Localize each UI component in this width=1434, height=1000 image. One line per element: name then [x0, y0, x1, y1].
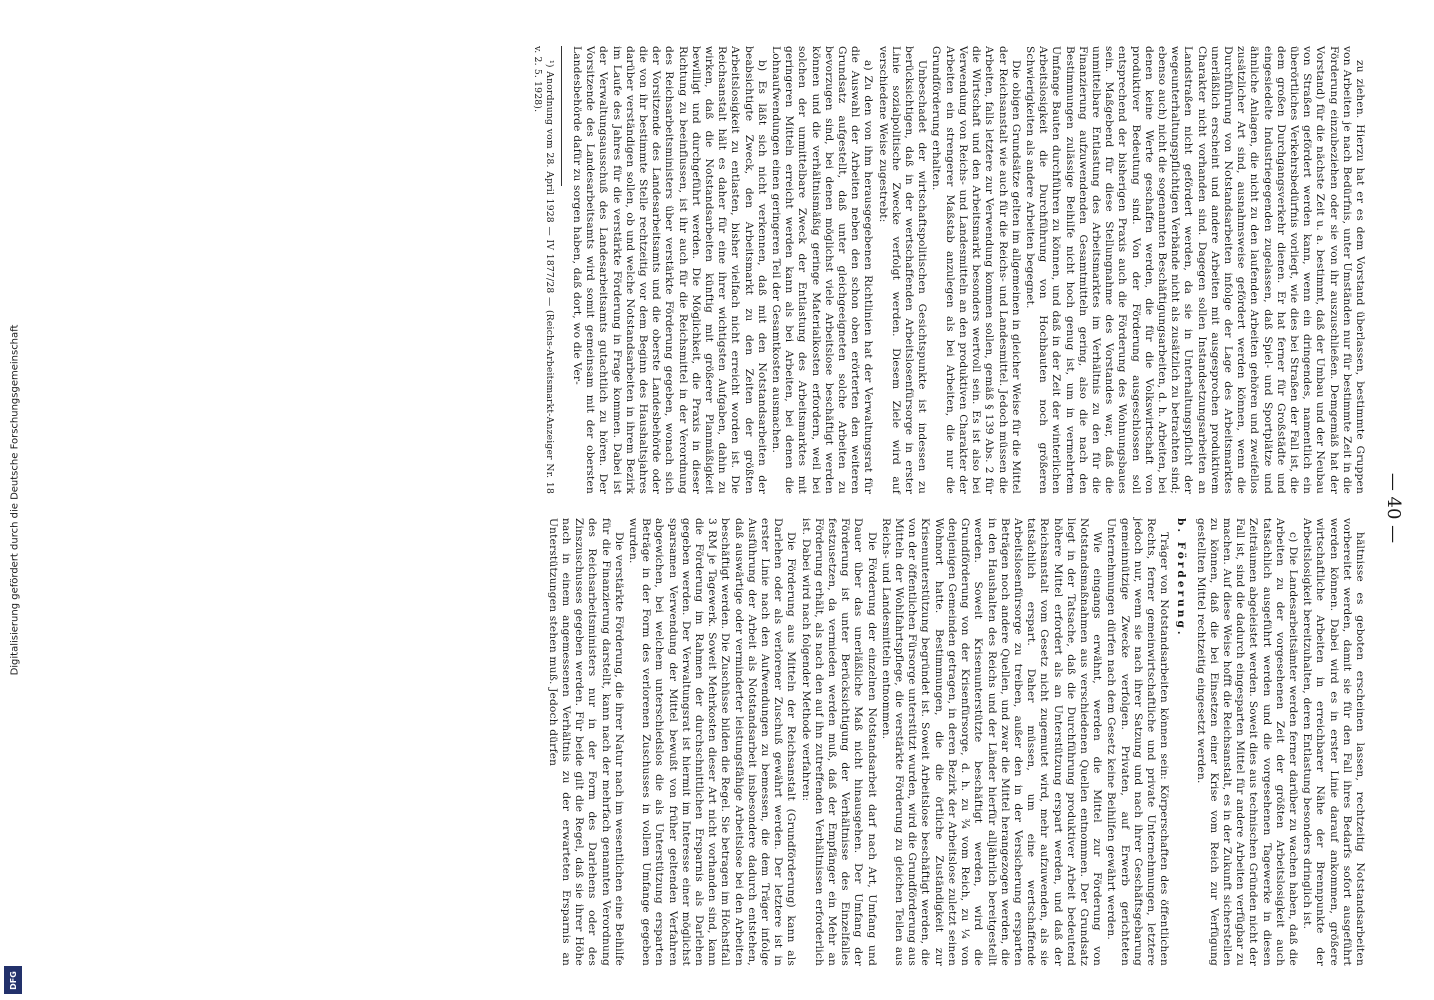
left-column	[531, 46, 1366, 494]
paragraph: b) Es läßt sich nicht verkennen, daß mit den Notstandsarbeiten der beabsichtigte Zweck, den Arbeitsmarkt zu den Zeiten der größten Arbeitslosigkeit zu entlasten, bisher vielfach nicht erreicht worden ist. Die Reichsanstalt hält es daher für eine ihrer wichtigsten Aufgaben, dahin zu wirken, daß die Notstandsarbeiten künftig mit größerer Planmäßigkeit bewilligt und durchgeführt werden. Die Möglichkeit, die Praxis in dieser Richtung zu beeinflussen, ist ihr auch für die Reichsmittel in der Verordnung des Reichsarbeitsministers über verstärkte Förderung gegeben, wonach sich der Vorsitzende des Landesarbeitsamts und die oberste Landesbehörde oder die von ihr bestimmte Stelle rechtzeitig vor dem Beginn des Haushaltsjahres darüber verständigen sollen, ob und welche Notstandsarbeiten in ihrem Bezirk im Laufe des Jahres für die verstärkte Förderung in Frage kommen. Dabei ist der Verwaltungsausschuß des Landesarbeitsamts gutachtlich zu hören. Der Vorsitzende des Landesarbeitsamts wird somit gemeinsam mit der obersten Landesbehörde dafür zu sorgen haben, daß dort, wo die Ver-	[571, 45, 768, 494]
paragraph: Die Förderung aus Mitteln der Reichsanstalt (Grundförderung) kann als Darlehen oder als verlorener Zuschuß gewährt werden. Der letztere ist in erster Linie nach den Aufwendungen zu bemessen, die dem Träger infolge Ausführung der Arbeit als Notstandsarbeit insbesondere dadurch entstehen, daß auswärtige oder verminderter leistungsfähige Arbeitslose bei den Arbeiten beschäftigt werden. Die Zuschüsse bilden die Regel. Sie betragen im Höchstfall 3 RM je Tagewerk. Soweit Mehrkosten dieser Art nicht vorhanden sind, kann die Förderung im Rahmen der durchschnittlichen Ersparnis als Darlehen gegeben werden. Der Verwaltungsrat ist hiermit im Interesse einer möglichst sparsamen Verwendung der Mittel bewußt von früher geltenden Verfahren abgewichen, bei welchem unterschiedslos die als Unterstützung ersparten Beträge in der Form des verlorenen Zuschusses in vollem Umfange gegeben wurden.	[627, 517, 798, 966]
scanned-page	[90, 20, 1430, 995]
footnote: ¹) Anordnung vom 28. April 1928 — IV 1877/28 — (Reichs-Arbeitsmarkt-Anzeiger Nr. 18 v. 2. 5. 1928).	[532, 45, 555, 494]
footnote-rule	[561, 46, 562, 186]
rotated-page-content	[110, 38, 1410, 978]
paragraph: Die obigen Grundsätze gelten im allgemeinen in gleicher Weise für die Mittel der Reichsanstalt wie auch für die Reichs- und Landesmittel. Jedoch müssen die Arbeiten, falls letztere zur Verwendung kommen sollen, gemäß § 139 Abs. 2 für die Wirtschaft und den Arbeitsmarkt besonders wertvoll sein. Es ist also bei Verwendung von Reichs- und Landesmitteln an den produktiven Charakter der Arbeiten ein strengerer Maßstab anzulegen als bei Arbeiten, die nur die Grundförderung erhalten.	[930, 45, 1022, 494]
right-column	[545, 518, 1366, 966]
paragraph: hältnisse es geboten erscheinen lassen, rechtzeitig Notstandsarbeiten vorbereitet werden, damit sie für den Fall ihres Bedarfs sofort ausgeführt werden können. Dabei wird es in erster Linie darauf ankommen, größere wirtschaftliche Arbeiten in erreichbarer Nähe der Brennpunkte der Arbeitslosigkeit bereitzuhalten, deren Entlastung besonders dringlich ist.	[1301, 517, 1366, 966]
digitization-credit: Digitalisierung gefördert durch die Deutsche Forschungsgemeinschaft	[9, 324, 21, 676]
paragraph: Die verstärkte Förderung, die ihrer Natur nach im wesentlichen eine Beihilfe für die Finanzierung darstellt, kann nach der mehrfach genannten Verordnung des Reichsarbeitsministers nur in der Form des Darlehens oder des Zinszuschusses gegeben werden. Für beide gilt die Regel, daß sie ihrer Höhe nach in einem angemessenen Verhältnis zu der erwarteten Ersparnis an Unterstützungen stehen muß. Jedoch dürfen	[546, 517, 625, 966]
paragraph: a) Zu den von ihm herausgegebenen Richtlinien hat der Verwaltungsrat für die Auswahl der Arbeiten neben den schon oben erörterten den weiteren Grundsatz aufgestellt, daß unter gleichgeeigneten solche Arbeiten zu bevorzugen sind, bei denen möglichst viele Arbeitslose beschäftigt werden können und die verhältnismäßig geringe Materialkosten erfordern, weil bei solchen der unmittelbare Zweck der Entlastung des Arbeitsmarktes mit geringeren Mitteln erreicht werden kann als bei Arbeiten, bei denen die Lohnaufwendungen einen geringeren Teil der Gesamtkosten ausmachen.	[770, 45, 875, 494]
paragraph: Träger von Notstandsarbeiten können sein: Körperschaften des öffentlichen Rechts, ferner gemeinwirtschaftliche und private Unternehmungen, letztere jedoch nur, wenn sie nach ihrer Satzung und nach ihrer Geschäftsgebarung gemeinnützige Zwecke verfolgen. Privaten, auf Erwerb gerichteten Unternehmungen dürfen nach dem Gesetz keine Beihilfen gewährt werden.	[1105, 517, 1171, 966]
dfg-logo-text: DFG	[8, 970, 18, 990]
paragraph: zu ziehen. Hierzu hat er es dem Vorstand überlassen, bestimmte Gruppen von Arbeiten je nach Bedürfnis, unter Umständen nur für bestimmte Zeit in die Förderung einzubeziehen oder sie von ihr auszuschließen. Demgemäß hat der Vorstand) für die nächste Zeit u. a. bestimmt, daß der Umbau und der Neubau von Straßen gefördert werden kann, wenn ein dringendes, namentlich ein überörtliches Verkehrsbedürfnis vorliegt, wie dies bei Straßen der Fall ist, die dem großen Durchgangsverkehr dienen. Er hat ferner für Großstädte und eingesiedelte Industriegegenden zugelassen, daß Spiel- und Sportplätze und ähnliche Anlagen, die nicht zu den laufenden Arbeiten gehören und zweifellos zusätzlicher Art sind, ausnahmsweise gefördert werden können, wenn die Durchführung von Notstandsarbeiten infolge der Lage des Arbeitsmarktes unerläßlich erscheint und andere Arbeiten mit ausgesprochen produktivem Charakter nicht vorhanden sind. Dagegen sollen Instandsetzungsarbeiten an Landstraßen nicht gefördert werden, da sie in Unterhaltungspflicht der wegeunterhaltungspflichtigen Verbände nicht als zusätzlich zu betrachten sind; ebenso auch) nicht die sogenannten Beschäftigungsarbeiten, d. h. Arbeiten, bei denen keine Werte geschaffen werden, die für die Volkswirtschaft von produktiver Bedeutung sind. Von der Förderung ausgeschlossen soll entsprechend der bisherigen Praxis auch die Förderung des Wohnungsbaues sein. Maßgebend für diese Stellungnahme des Vorstandes war, daß die unmittelbare Entlastung des Arbeitsmarktes im Verhältnis zu den für die Finanzierung aufzuwendenden Gesamtmitteln gering, also die nach den Bestimmungen zulässige Beihilfe nicht hoch genug ist, um in vermehrtem Umfange Bauten durchführen zu können, und daß in der Zeit der winterlichen Arbeitslosigkeit die Durchführung von Hochbauten noch größeren Schwierigkeiten als andere Arbeiten begegnet.	[1023, 45, 1366, 494]
footer-strip	[0, 0, 30, 1000]
paragraph: Wie eingangs erwähnt, werden die Mittel zur Förderung von Notstandsmaßnahmen aus verschiedenen Quellen entnommen. Der Grundsatz liegt in der Tatsache, daß die Durchführung produktiver Arbeit bedeutend höhere Mittel erfordert als an Unterstützung erspart werden, und daß der Reichsanstalt vom Gesetz nicht zugemutet wird, mehr aufzuwenden, als sie tatsächlich erspart. Daher müssen, um eine wertschaffende Arbeitslosenfürsorge zu treiben, außer den in der Versicherung ersparten Beträgen noch andere Quellen, und zwar die Mittel herangezogen werden, die in den Haushalten des Reichs und der Länder hierfür alljährlich bereitgestellt werden. Soweit Krisenunterstützte beschäftigt werden, wird die Grundförderung von der Krisenfürsorge, d. h. zu ¾ vom Reich, zu ¼ von denjenigen Gemeinden getragen, in deren Bezirk der Arbeitslose zuletzt seinen Wohnort hatte. Bestimmungen, die die örtliche Zuständigkeit zur Krisenunterstützung begründet ist. Soweit Arbeitslose beschäftigt werden, die von der öffentlichen Fürsorge unterstützt wurden, wird die Grundförderung aus Mitteln der Wohlfahrtspflege, die verstärkte Förderung zu gleichen Teilen aus Reichs- und Landesmitteln entnommen.	[879, 517, 1104, 966]
dfg-logo	[4, 966, 22, 994]
paragraph: c) Die Landesarbeitsämter werden ferner darüber zu wachen haben, daß die Arbeiten zu der vorgesehenen Zeit der größten Arbeitslosigkeit auch tatsächlich ausgeführt werden und die vorgesehenen Tagewerke in diesen Zeiträumen abgeleistet werden. Soweit dies aus technischen Gründen nicht der Fall ist, sind die dadurch eingesparten Mittel für andere Arbeiten verfügbar zu machen. Auf diese Weise hofft die Reichsanstalt, es in der Zukunft sicherstellen zu können, daß die bei Einsetzen einer Krise vom Reich zur Verfügung gestellten Mittel rechtzeitig eingesetzt werden.	[1194, 517, 1299, 966]
paragraph: Unbeschadet der wirtschaftspolitischen Gesichtspunkte ist indessen zu berücksichtigen, daß in der wertschaffenden Arbeitslosenfürsorge in erster Linie sozialpolitische Zwecke verfolgt werden. Diesem Ziele wird auf verschiedene Weise zugestrebt:	[876, 45, 929, 494]
paragraph: Die Förderung der einzelnen Notstandsarbeit darf nach Art, Umfang und Dauer über das unerläßliche Maß nicht hinausgehen. Der Umfang der Förderung ist unter Berücksichtigung der Verhältnisse des Einzelfalles festzusetzen, da vermieden werden muß, daß der Empfänger ein Mehr an Förderung erhält, als nach den auf ihn zutreffenden Verhältnissen erforderlich ist. Dabei wird nach folgender Methode verfahren:	[799, 517, 878, 966]
page-number: — 40 —	[1383, 472, 1404, 543]
section-heading: b. Förderung.	[1175, 517, 1188, 638]
